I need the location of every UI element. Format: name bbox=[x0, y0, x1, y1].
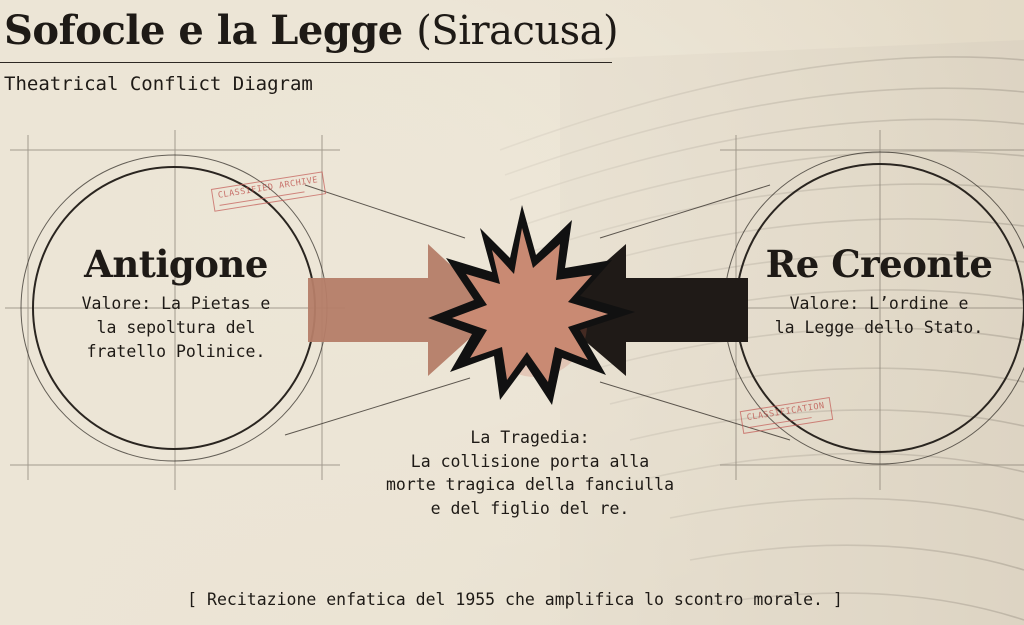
classified-stamp-right: CLASSIFICATION bbox=[740, 397, 833, 434]
creonte-name: Re Creonte bbox=[765, 242, 993, 286]
tragedy-description: La Tragedia: La collisione porta alla morte tragica della fanciulla e del figlio del re. bbox=[385, 428, 675, 518]
page-title bbox=[4, 2, 618, 60]
classified-stamp-left: CLASSIFIED ARCHIVE bbox=[211, 171, 326, 211]
footer-caption: [ Recitazione enfatica del 1955 che amplifica lo scontro morale. ] bbox=[187, 590, 843, 609]
antigone-name: Antigone bbox=[84, 242, 268, 286]
creonte-value: Valore: L’ordine e la Legge dello Stato. bbox=[774, 294, 984, 337]
antigone-panel bbox=[48, 240, 304, 364]
title-place: (Siracusa) bbox=[416, 8, 619, 54]
creonte-panel bbox=[748, 240, 1010, 340]
title-main: Sofocle e la Legge bbox=[4, 7, 403, 54]
antigone-value: Valore: La Pietas e la sepoltura del fratello Polinice. bbox=[81, 294, 271, 361]
title-divider bbox=[0, 62, 612, 63]
page-subtitle: Theatrical Conflict Diagram bbox=[4, 73, 313, 95]
